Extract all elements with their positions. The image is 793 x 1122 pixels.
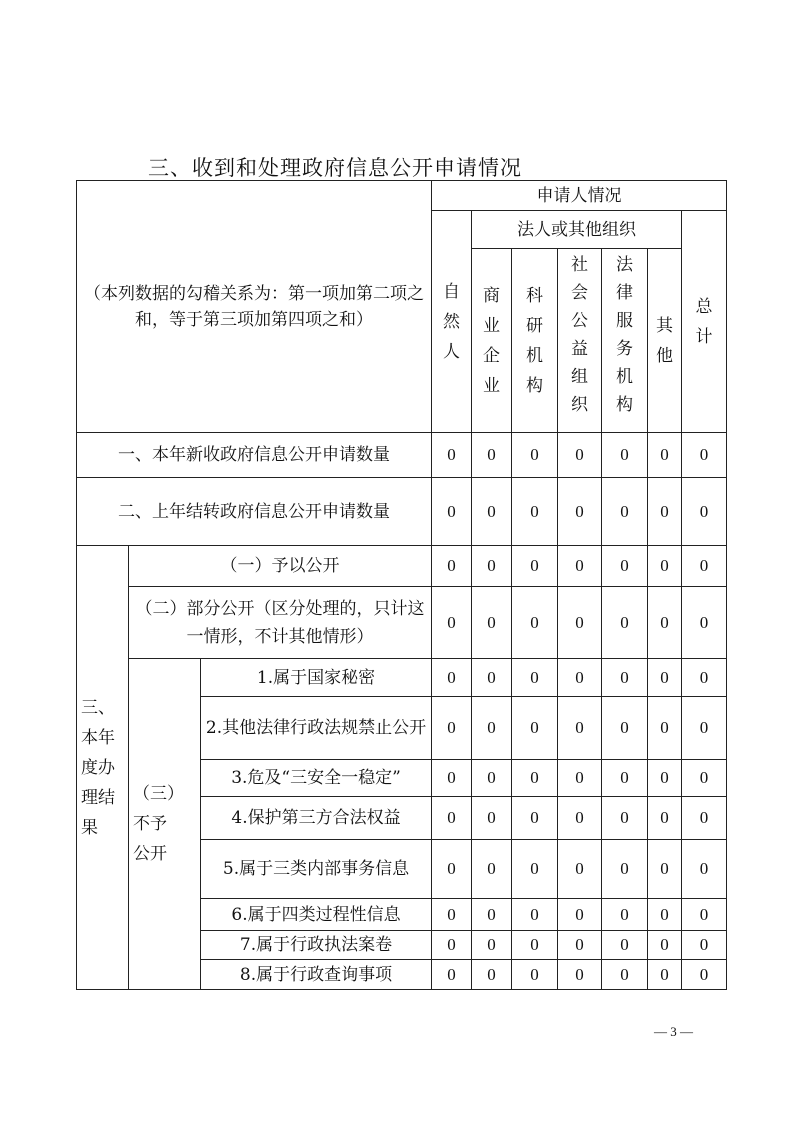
cell-value: 0 [472, 931, 512, 960]
cell-value: 0 [558, 478, 602, 546]
cell-value: 0 [682, 931, 727, 960]
cell-value: 0 [682, 797, 727, 840]
cell-value: 0 [648, 546, 682, 587]
cell-value: 0 [512, 433, 558, 478]
table-row [77, 659, 727, 697]
cell-value: 0 [432, 659, 472, 697]
cell-value: 0 [648, 587, 682, 659]
row-label: 8.属于行政查询事项 [201, 960, 432, 990]
cell-value: 0 [512, 697, 558, 760]
header-total: 总计 [682, 211, 727, 433]
cell-value: 0 [512, 797, 558, 840]
cell-value: 0 [602, 960, 648, 990]
cell-value: 0 [558, 899, 602, 931]
cell-value: 0 [682, 960, 727, 990]
cell-value: 0 [682, 697, 727, 760]
cell-value: 0 [432, 760, 472, 797]
cell-value: 0 [558, 797, 602, 840]
header-natural-person: 自然人 [432, 211, 472, 433]
row-label: （一）予以公开 [129, 546, 432, 587]
cell-value: 0 [682, 433, 727, 478]
cell-value: 0 [682, 659, 727, 697]
page-number: — 3 — [654, 1024, 693, 1039]
cell-value: 0 [472, 478, 512, 546]
table-row [77, 546, 727, 587]
cell-value: 0 [648, 659, 682, 697]
cell-value: 0 [558, 960, 602, 990]
cell-value: 0 [558, 840, 602, 899]
cell-value: 0 [432, 433, 472, 478]
header-business: 商业企业 [472, 249, 512, 433]
not-disclose-label: （三）不予公开 [129, 659, 201, 990]
cell-value: 0 [512, 960, 558, 990]
disclosure-request-table [76, 180, 727, 990]
header-applicant-situation: 申请人情况 [432, 181, 727, 211]
cell-value: 0 [472, 840, 512, 899]
cell-value: 0 [558, 931, 602, 960]
cell-value: 0 [558, 697, 602, 760]
cell-value: 0 [432, 587, 472, 659]
row-label: 6.属于四类过程性信息 [201, 899, 432, 931]
cell-value: 0 [432, 960, 472, 990]
cell-value: 0 [602, 797, 648, 840]
cell-value: 0 [558, 587, 602, 659]
row-label: 2.其他法律行政法规禁止公开 [201, 697, 432, 760]
table-row [77, 478, 727, 546]
header-legal-persons: 法人或其他组织 [472, 211, 682, 249]
cell-value: 0 [512, 899, 558, 931]
cell-value: 0 [648, 697, 682, 760]
cell-value: 0 [602, 546, 648, 587]
cell-value: 0 [602, 840, 648, 899]
cell-value: 0 [512, 840, 558, 899]
header-other: 其他 [648, 249, 682, 433]
cell-value: 0 [682, 760, 727, 797]
header-legal-service: 法律服务机构 [602, 249, 648, 433]
cell-value: 0 [648, 931, 682, 960]
cell-value: 0 [648, 960, 682, 990]
cell-value: 0 [512, 760, 558, 797]
header-social-welfare: 社会公益组织 [558, 249, 602, 433]
cell-value: 0 [648, 899, 682, 931]
cell-value: 0 [602, 931, 648, 960]
row-label: 一、本年新收政府信息公开申请数量 [77, 433, 432, 478]
row-label: （二）部分公开（区分处理的，只计这一情形，不计其他情形） [129, 587, 432, 659]
cell-value: 0 [648, 478, 682, 546]
cell-value: 0 [432, 546, 472, 587]
cell-value: 0 [648, 840, 682, 899]
cell-value: 0 [432, 697, 472, 760]
section-title: 三、收到和处理政府信息公开申请情况 [148, 156, 522, 180]
cell-value: 0 [682, 840, 727, 899]
cell-value: 0 [432, 478, 472, 546]
cell-value: 0 [472, 433, 512, 478]
cell-value: 0 [682, 587, 727, 659]
cell-value: 0 [648, 760, 682, 797]
cell-value: 0 [602, 760, 648, 797]
cell-value: 0 [512, 931, 558, 960]
row-label: 7.属于行政执法案卷 [201, 931, 432, 960]
cell-value: 0 [682, 478, 727, 546]
cell-value: 0 [602, 899, 648, 931]
row-label: 二、上年结转政府信息公开申请数量 [77, 478, 432, 546]
result-group-label: 三、本年度办理结果 [77, 546, 129, 990]
row-label: 3.危及“三安全一稳定” [201, 760, 432, 797]
cell-value: 0 [472, 659, 512, 697]
cell-value: 0 [472, 760, 512, 797]
cell-value: 0 [648, 797, 682, 840]
cell-value: 0 [602, 697, 648, 760]
cell-value: 0 [648, 433, 682, 478]
row-label: 4.保护第三方合法权益 [201, 797, 432, 840]
cell-value: 0 [558, 659, 602, 697]
table-row [77, 587, 727, 659]
cell-value: 0 [432, 899, 472, 931]
cell-value: 0 [558, 546, 602, 587]
cell-value: 0 [432, 797, 472, 840]
cell-value: 0 [432, 840, 472, 899]
cell-value: 0 [602, 587, 648, 659]
cell-value: 0 [472, 797, 512, 840]
cell-value: 0 [472, 546, 512, 587]
cell-value: 0 [472, 697, 512, 760]
header-research: 科研机构 [512, 249, 558, 433]
cell-value: 0 [472, 587, 512, 659]
cell-value: 0 [602, 478, 648, 546]
cell-value: 0 [558, 433, 602, 478]
row-label: 5.属于三类内部事务信息 [201, 840, 432, 899]
cell-value: 0 [472, 899, 512, 931]
cell-value: 0 [682, 546, 727, 587]
cell-value: 0 [602, 659, 648, 697]
table-row [77, 433, 727, 478]
cell-value: 0 [512, 587, 558, 659]
cell-value: 0 [558, 760, 602, 797]
row-label: 1.属于国家秘密 [201, 659, 432, 697]
cell-value: 0 [512, 659, 558, 697]
header-note: （本列数据的勾稽关系为：第一项加第二项之和，等于第三项加第四项之和） [77, 181, 432, 433]
cell-value: 0 [512, 478, 558, 546]
cell-value: 0 [472, 960, 512, 990]
cell-value: 0 [432, 931, 472, 960]
cell-value: 0 [602, 433, 648, 478]
cell-value: 0 [512, 546, 558, 587]
cell-value: 0 [682, 899, 727, 931]
